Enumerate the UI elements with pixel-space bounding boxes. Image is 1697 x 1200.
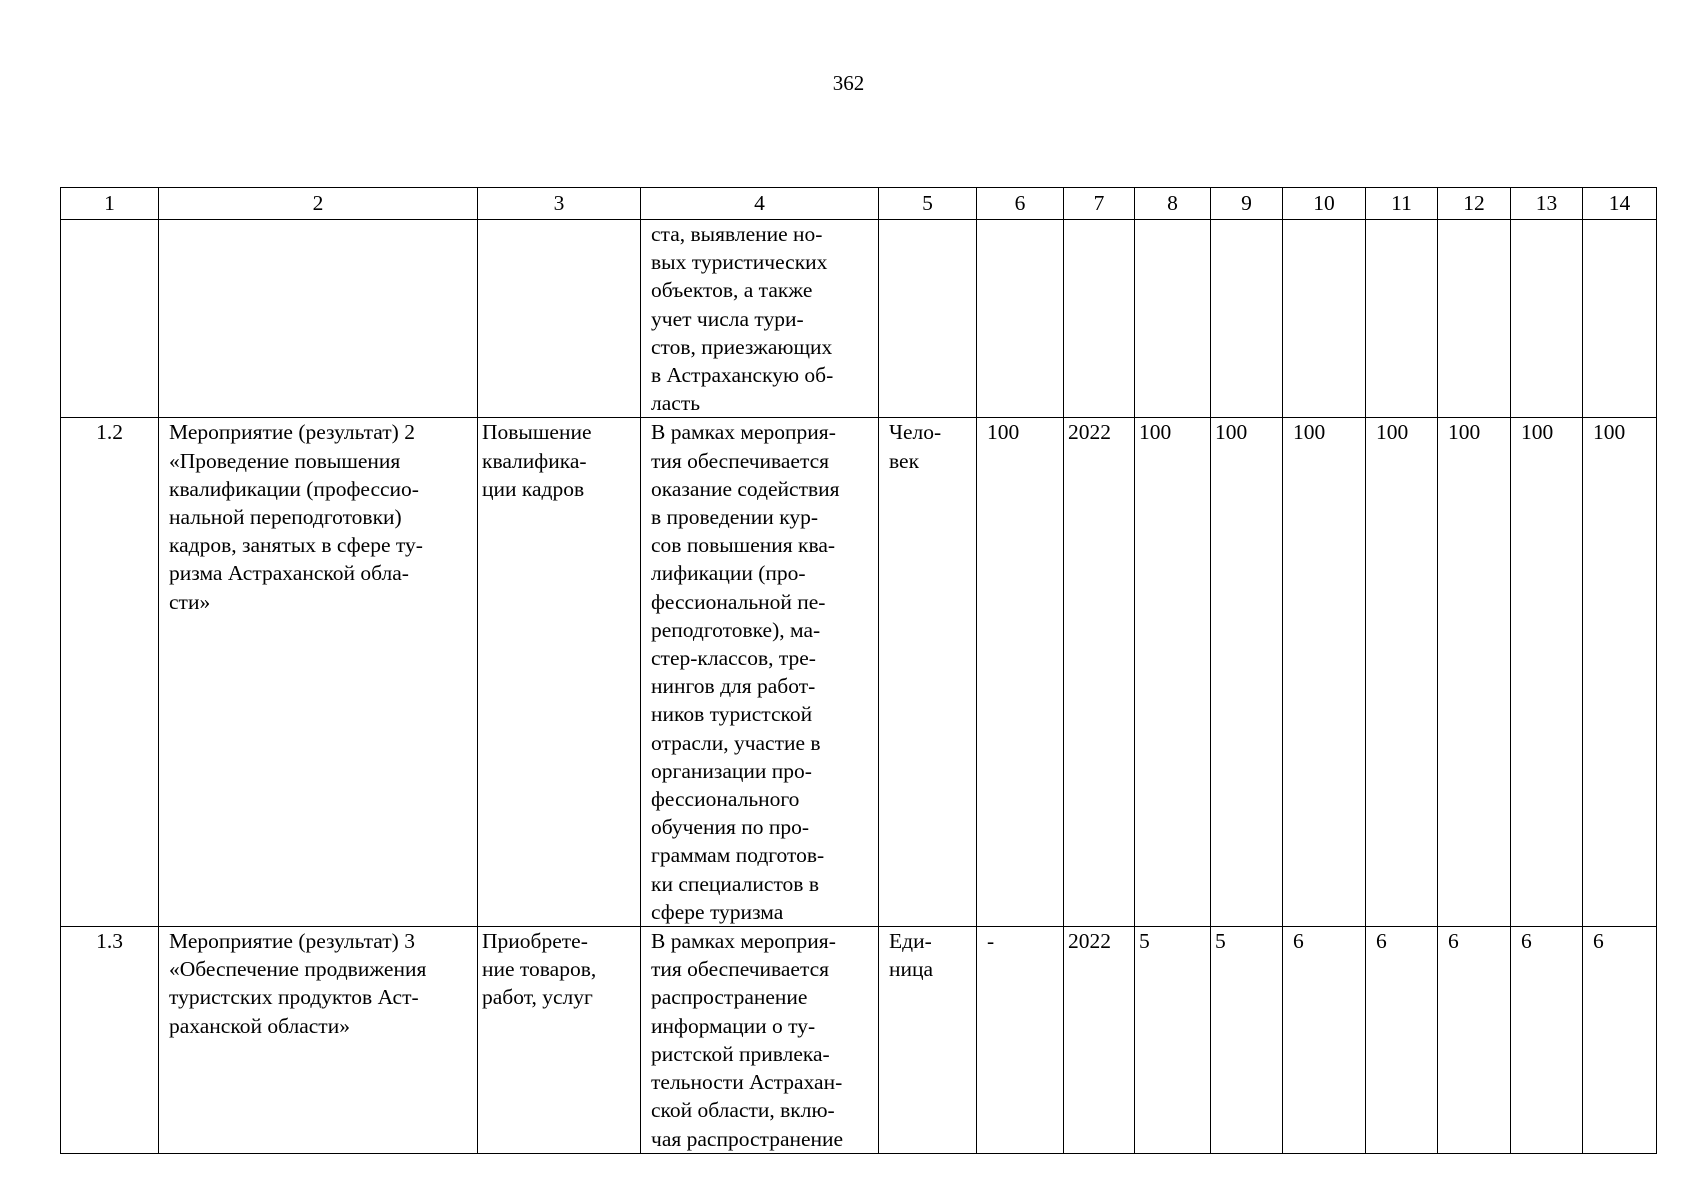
measures-table [60,187,1657,1154]
table-cell [1438,220,1511,418]
table-cell [1064,220,1135,418]
table-cell: 1.2 [61,418,159,927]
table-header-row [61,188,1657,220]
table-row [61,418,1657,927]
table-cell [61,220,159,418]
column-header: 11 [1366,188,1438,220]
table-cell: 6 [1511,927,1583,1154]
table-cell: 2022 [1064,418,1135,927]
table-cell: Мероприятие (результат) 2 «Проведение повышения квалификации (профессио- нальной переподготовки) кадров, занятых в сфере ту- ризма Астраханской обла- сти» [159,418,478,927]
table-cell [1283,220,1366,418]
table-cell: ста, выявление но- вых туристических объектов, а также учет числа тури- стов, приезжающих в Астраханскую об- ласть [641,220,879,418]
column-header: 10 [1283,188,1366,220]
table-cell: 6 [1583,927,1657,1154]
table-cell: Еди- ница [879,927,977,1154]
table-cell [1583,220,1657,418]
table-cell: 6 [1366,927,1438,1154]
column-header: 1 [61,188,159,220]
column-header: 2 [159,188,478,220]
table-cell: 100 [1583,418,1657,927]
table-cell: 5 [1135,927,1211,1154]
table-cell: 100 [1438,418,1511,927]
table-cell: 2022 [1064,927,1135,1154]
column-header: 12 [1438,188,1511,220]
column-header: 3 [478,188,641,220]
table-cell: 100 [1283,418,1366,927]
column-header: 8 [1135,188,1211,220]
table-cell: 1.3 [61,927,159,1154]
table-cell: В рамках мероприя- тия обеспечивается распространение информации о ту- ристской привлека- тельности Астрахан- ской области, вклю- чая распространение [641,927,879,1154]
column-header: 4 [641,188,879,220]
table-cell [1366,220,1438,418]
table-cell: 100 [1135,418,1211,927]
table-cell [1511,220,1583,418]
table-row [61,220,1657,418]
column-header: 5 [879,188,977,220]
table-cell: 6 [1438,927,1511,1154]
table-cell: 100 [977,418,1064,927]
table-cell: - [977,927,1064,1154]
table-cell [879,220,977,418]
table-cell [159,220,478,418]
column-header: 6 [977,188,1064,220]
table-row [61,927,1657,1154]
table-cell: Мероприятие (результат) 3 «Обеспечение продвижения туристских продуктов Аст- раханской области» [159,927,478,1154]
table-cell: В рамках мероприя- тия обеспечивается оказание содействия в проведении кур- сов повышения ква- лификации (про- фессиональной пе- реподготовке), ма- стер-классов, тре- нингов для работ- ников туристской отрасли, участие в организации про- фессионального обучения по про- граммам подготов- ки специалистов в сфере туризма [641,418,879,927]
table-cell: Повышение квалифика- ции кадров [478,418,641,927]
column-header: 14 [1583,188,1657,220]
table-cell: 100 [1211,418,1283,927]
table-cell [1211,220,1283,418]
table-cell [1135,220,1211,418]
column-header: 9 [1211,188,1283,220]
table-cell: 5 [1211,927,1283,1154]
table-cell [977,220,1064,418]
table-cell: 6 [1283,927,1366,1154]
table-cell [478,220,641,418]
table-cell: 100 [1511,418,1583,927]
table-cell: Приобрете- ние товаров, работ, услуг [478,927,641,1154]
page-number: 362 [832,71,865,95]
column-header: 7 [1064,188,1135,220]
table-cell: 100 [1366,418,1438,927]
column-header: 13 [1511,188,1583,220]
table-cell: Чело- век [879,418,977,927]
